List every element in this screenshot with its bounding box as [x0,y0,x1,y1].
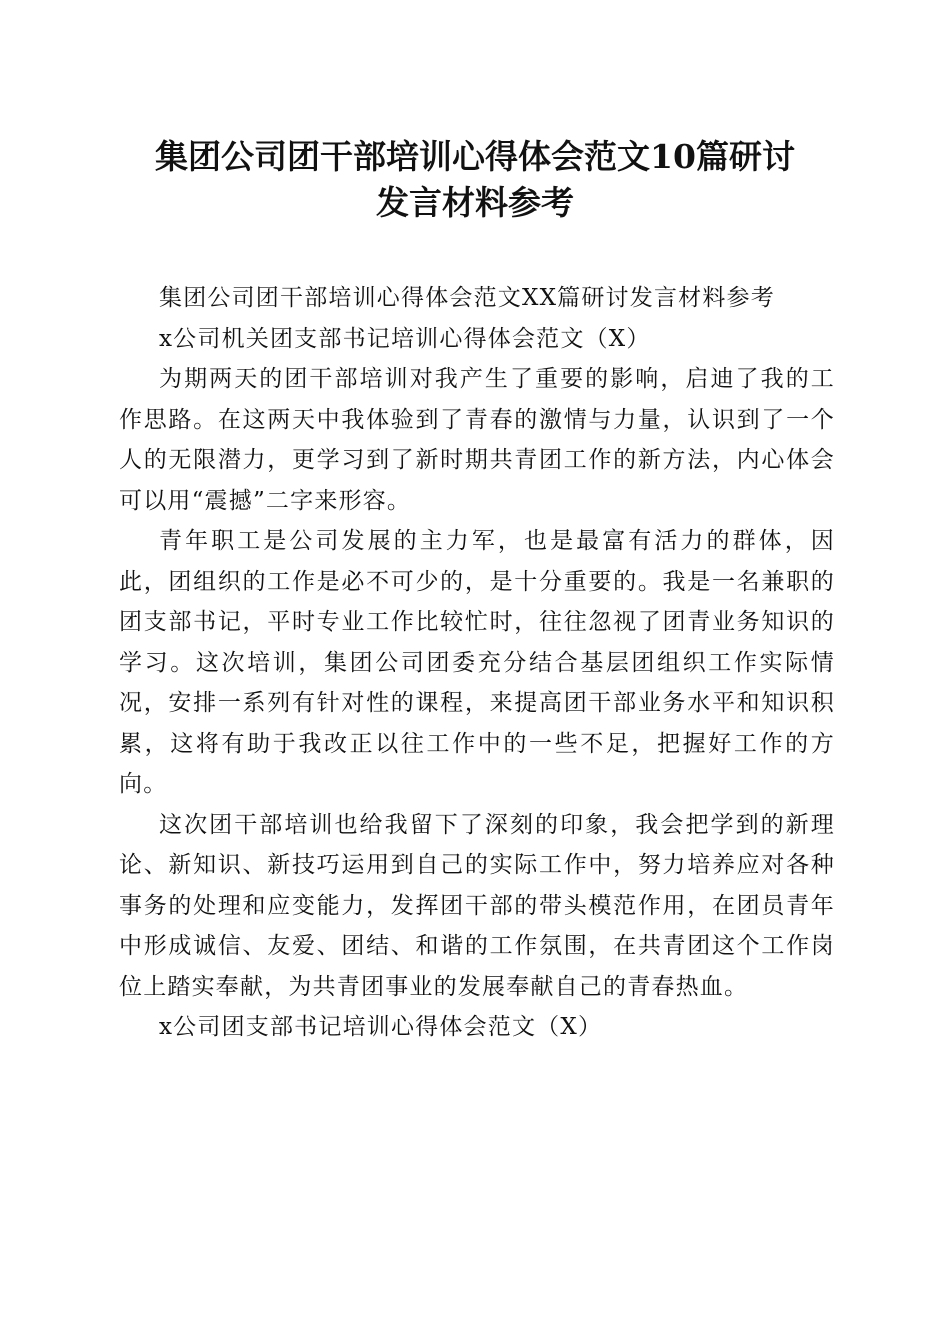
title-line-2: 发言材料参考 [376,183,574,222]
paragraph-section-heading-1: x公司机关团支部书记培训心得体会范文（X） [159,325,651,352]
paragraph: 这次团干部培训也给我留下了深刻的印象，我会把学到的新理论、新知识、新技巧运用到自己的实际工作中，努力培养应对各种事务的处理和应变能力，发挥团干部的带头模范作用，在团员青年中形成诚信、友爱、团结、和谐的工作氛围，在共青团这个工作岗位上踏实奉献，为共青团事业的发展奉献自己的青春热血。 [119,811,835,1000]
paragraph: 青年职工是公司发展的主力军，也是最富有活力的群体，因此，团组织的工作是必不可少的，是十分重要的。我是一名兼职的团支部书记，平时专业工作比较忙时，往往忽视了团青业务知识的学习。这次培训，集团公司团委充分结合基层团组织工作实际情况，安排一系列有针对性的课程，来提高团干部业务水平和知识积累，这将有助于我改正以往工作中的一些不足，把握好工作的方向。 [119,528,835,797]
document-title [100,134,850,226]
paragraph: 为期两天的团干部培训对我产生了重要的影响，启迪了我的工作思路。在这两天中我体验到了青春的激情与力量，认识到了一个人的无限潜力，更学习到了新时期共青团工作的新方法，内心体会可以用“震撼”二字来形容。 [119,366,835,514]
paragraph-section-heading-2: x公司团支部书记培训心得体会范文（X） [159,1014,603,1040]
title-line-1: 集团公司团干部培训心得体会范文10篇研讨 [155,137,795,176]
document-body [119,278,835,1048]
paragraph-subtitle: 集团公司团干部培训心得体会范文XX篇研讨发言材料参考 [159,285,775,311]
